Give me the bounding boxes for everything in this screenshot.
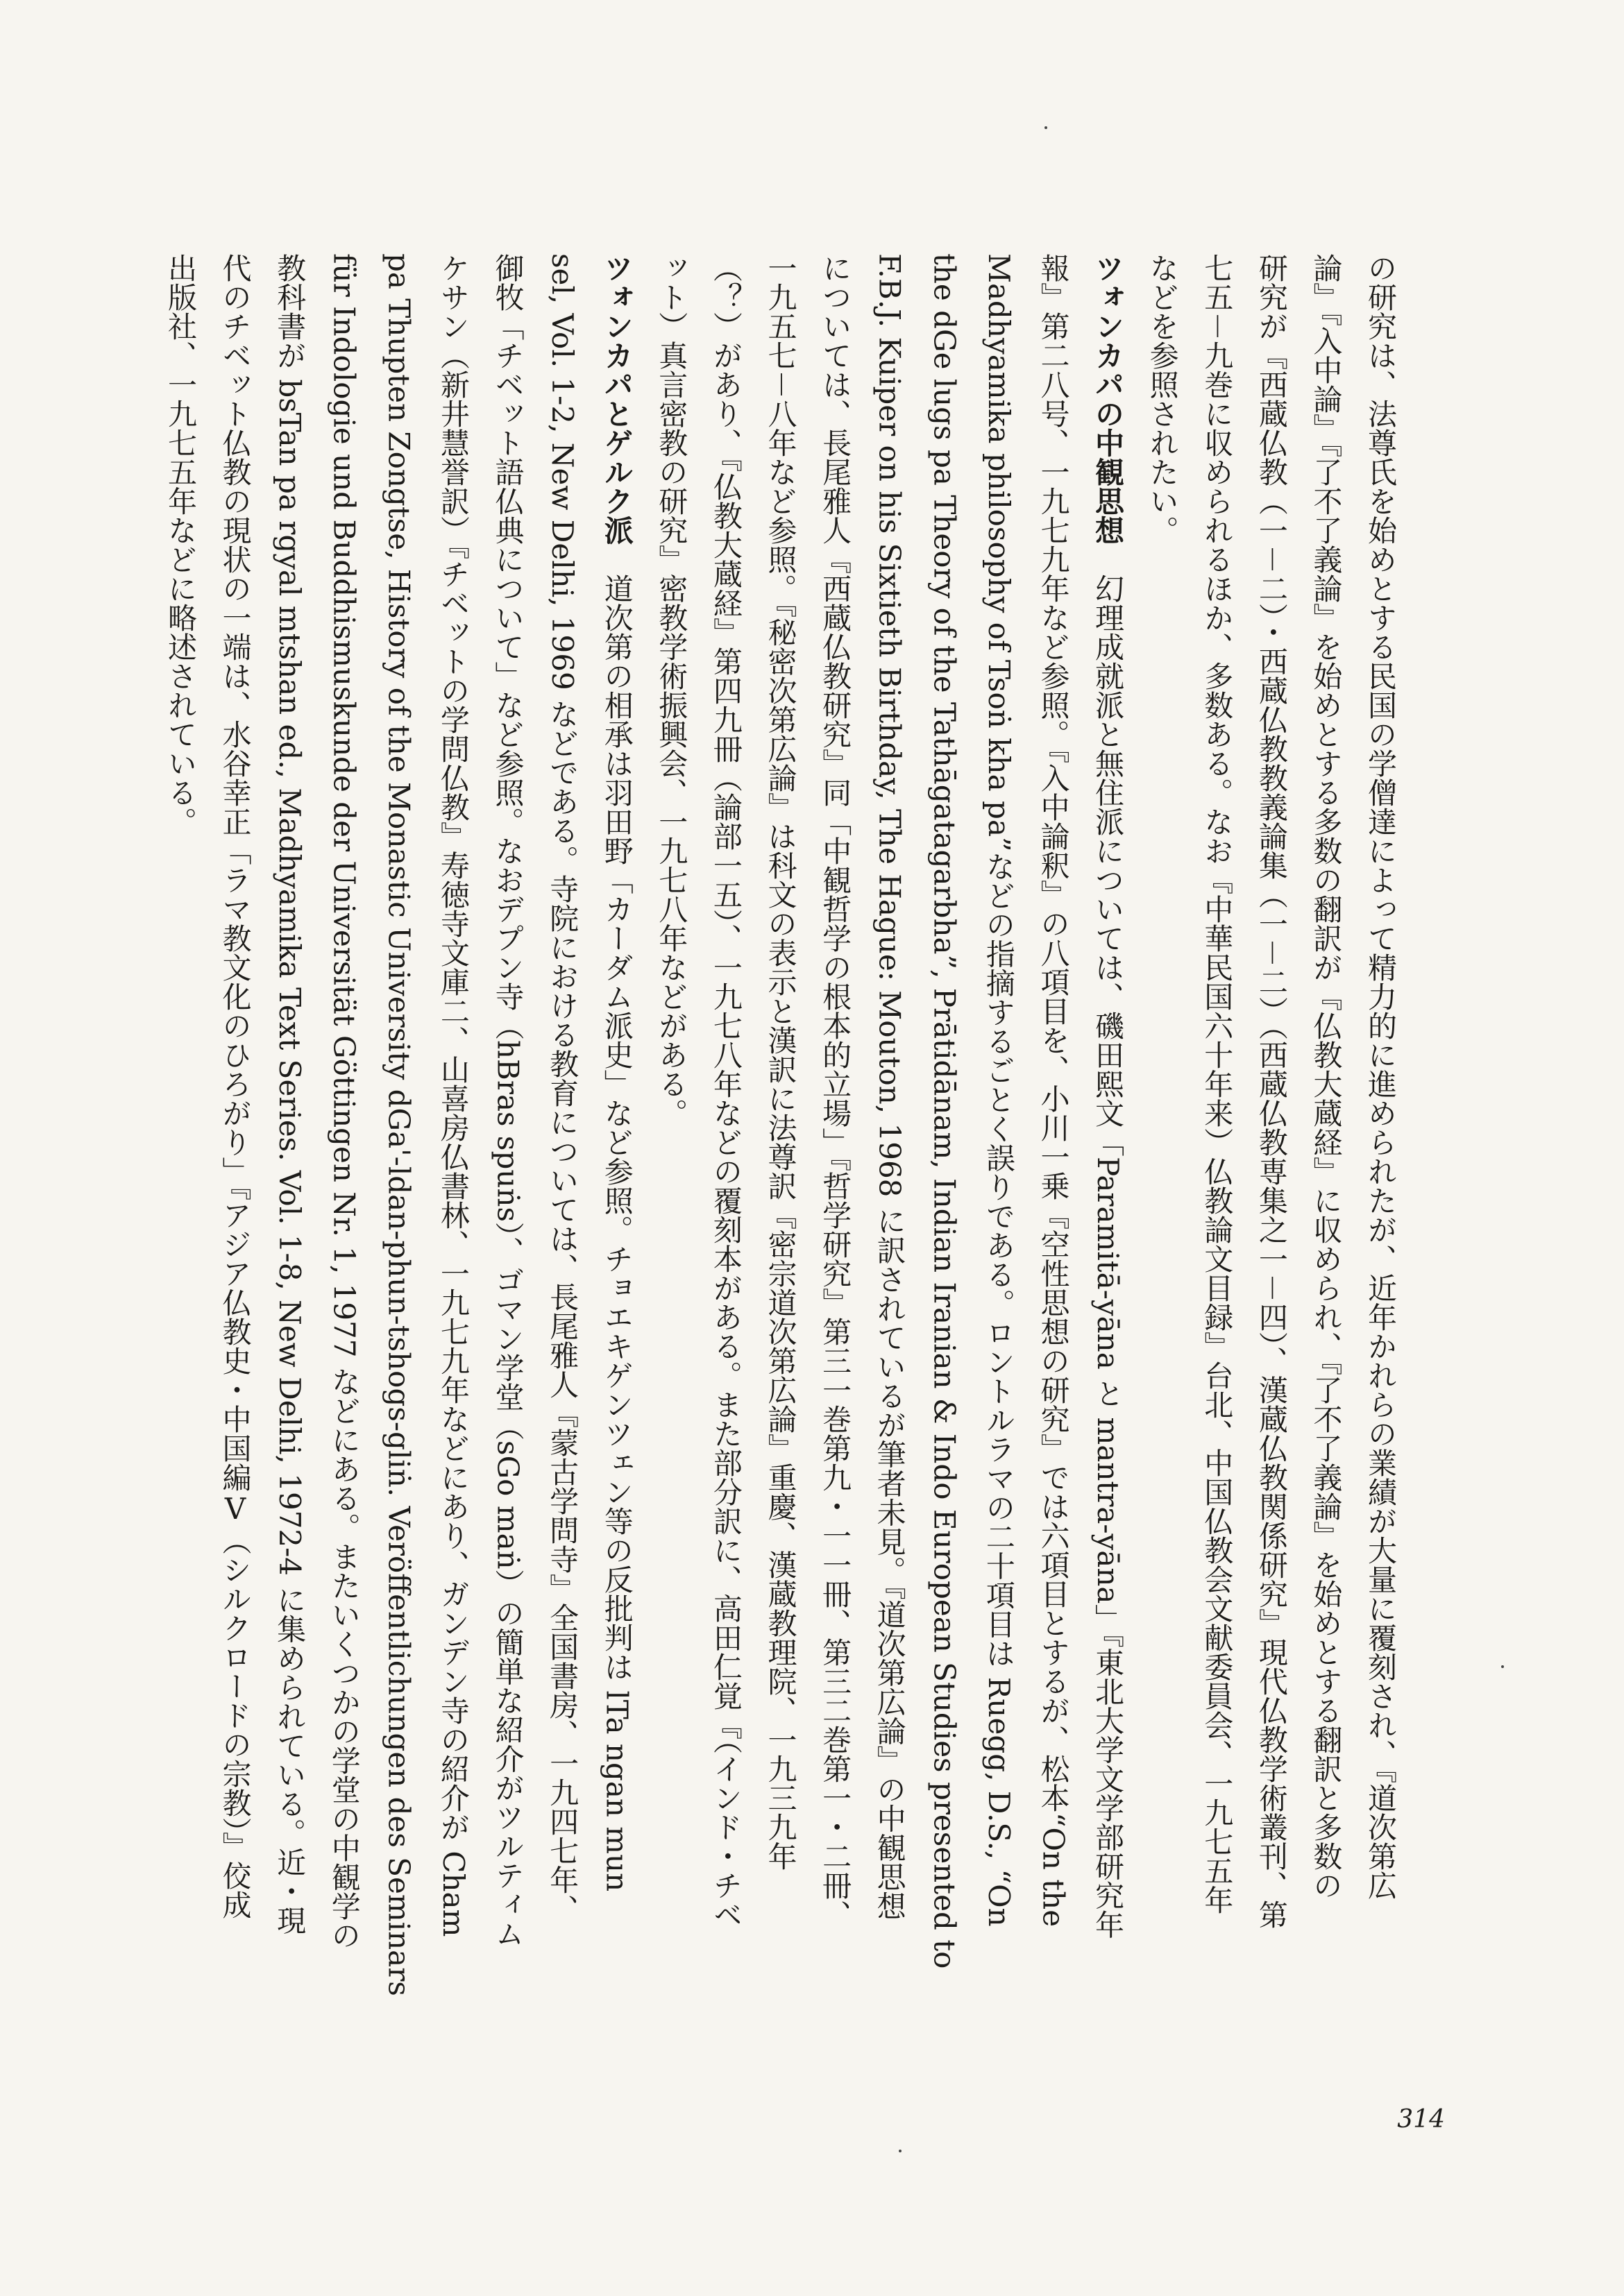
- scan-speck: [1044, 126, 1047, 129]
- text-column: Madhyamika philosophy of Tsoṅ kha pa”などの指摘するごとく誤りである。ロントルラマの二十項目は Ruegg, D.S., “On: [981, 253, 1016, 1927]
- text-column: sel, Vol. 1-2, New Delhi, 1969 などである。寺院における教育については、長尾雅人『蒙古学問寺』全国書房、一九四七年、: [545, 253, 580, 1924]
- text-column: F.B.J. Kuiper on his Sixtieth Birthday, The Hague: Mouton, 1968 に訳されているが筆者未見。『道次第広論』の中観思想: [872, 253, 907, 1921]
- text-column: ケサン（新井慧誉訳）『チベットの学問仏教』寿徳寺文庫二、山喜房仏書林、一九七九年などにあり、ガンデン寺の紹介が Cham: [436, 253, 471, 1937]
- section-heading: ツォンカパの中観思想: [1091, 253, 1126, 545]
- text-column: ット）真言密教の研究』密教学術振興会、一九七八年などがある。: [654, 253, 689, 1128]
- text-column: für Indologie und Buddhismuskunde der Universität Göttingen Nr. 1, 1977 などにある。またいくつかの学堂の中観学の: [327, 253, 362, 1950]
- text-column: 七五－九巻に収められるほか、多数ある。なお『中華民国六十年来）仏教論文目録』台北、中国仏教会文献委員会、一九七五年: [1200, 253, 1235, 1914]
- text-column: 論』『入中論』『了不了義論』を始めとする多数の翻訳が『仏教大蔵経』に収められ、『了不了義論』を始めとする翻訳と多数の: [1309, 253, 1344, 1900]
- text-column: などを参照されたい。: [1145, 253, 1180, 545]
- text-segment: 道次第の相承は羽田野「カーダム派史」など参照。チョエキゲンツェン等の反批判は lTa ngan mun: [600, 545, 634, 1892]
- text-column: の研究は、法尊氏を始めとする民国の学僧達によって精力的に進められたが、近年かれらの業績が大量に覆刻され、『道次第広: [1364, 253, 1398, 1900]
- text-column: 報』第二八号、一九七九年など参照。『入中論釈』の八項目を、小川一乗『空性思想の研究』では六項目とするが、松本“On the: [1036, 253, 1071, 1928]
- text-column: 研究が『西蔵仏教（一－二）・西蔵仏教教義論集（一－二）（西蔵仏教専集之一－四）、漢蔵仏教関係研究』現代仏教学術叢刊、第: [1254, 253, 1289, 1930]
- text-column: [589, 253, 644, 2092]
- text-segment: 幻理成就派と無住派については、磯田熙文「Paramitā-yāna と mantra-yāna」『東北大学文学部研究年: [1091, 545, 1126, 1939]
- text-column: （？）があり、『仏教大蔵経』第四九冊（論部一五）、一九七八年などの覆刻本がある。また部分訳に、高田仁覚『（インド・チベ: [709, 253, 743, 1929]
- page-number: 314: [1397, 2105, 1445, 2134]
- text-column: については、長尾雅人『西蔵仏教研究』同「中観哲学の根本的立場」『哲学研究』第三一巻第九・一一冊、第三二巻第一・二冊、: [818, 253, 853, 1929]
- body-text: [163, 253, 1437, 2092]
- scan-speck: [1501, 1665, 1504, 1668]
- text-column: the dGe lugs pa Theory of the Tathāgatagarbha”, Prātidānam, Indian Iranian & Indo European Studies presented to: [927, 253, 962, 1969]
- text-column: 代のチベット仏教の現状の一端は、水谷幸正「ラマ教文化のひろがり」『アジア仏教史・中国編Ⅴ（シルクロードの宗教）』佼成: [218, 253, 253, 1919]
- text-column: 御牧「チベット語仏典について」など参照。なおデプン寺（hBras spuṅs）、ゴマン学堂（sGo maṅ）の簡単な紹介がツルティム: [491, 253, 525, 1948]
- text-column: [1080, 253, 1135, 2092]
- text-column: 教科書が bsTan pa rgyal mtshan ed., Madhyamika Text Series. Vol. 1-8, New Delhi, 1972-4 に集められている。近・現: [273, 253, 307, 1935]
- section-heading: ツォンカパとゲルク派: [600, 253, 634, 545]
- text-column: 出版社、一九七五年などに略述されている。: [163, 253, 198, 836]
- text-column: pa Thupten Zongtse, History of the Monastic University dGa'-ldan-phun-tshogs-gliṅ. Veröffentlichungen des Seminars: [382, 253, 416, 1996]
- text-column: 一九五七－八年など参照。『秘密次第広論』は科文の表示と漢訳に法尊訳『密宗道次第広論』重慶、漢蔵教理院、一九三九年: [763, 253, 798, 1871]
- scan-speck: [899, 2150, 902, 2152]
